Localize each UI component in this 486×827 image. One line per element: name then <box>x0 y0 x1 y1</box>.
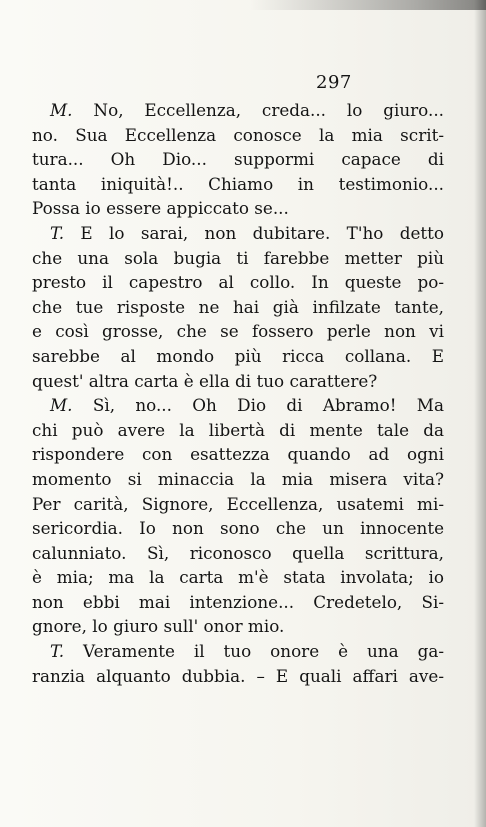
line-text: quest' altra carta è ella di tuo carattere? <box>32 370 378 391</box>
text-line <box>32 664 444 689</box>
text-line <box>32 614 444 639</box>
text-line <box>32 246 444 271</box>
text-line <box>32 442 444 467</box>
line-text: no. Sua Eccellenza conosce la mia scrit- <box>32 124 444 145</box>
text-line <box>32 221 444 246</box>
text-line <box>32 319 444 344</box>
line-text: calunniato. Sì, riconosco quella scrittura, <box>32 542 444 563</box>
text-line <box>32 295 444 320</box>
text-line <box>32 639 444 664</box>
scan-shadow-top <box>250 0 486 10</box>
text-line <box>32 590 444 615</box>
line-text: sarebbe al mondo più ricca collana. E <box>32 345 444 366</box>
speaker-label: T. <box>50 222 65 243</box>
line-text: ranzia alquanto dubbia. – E quali affari ave- <box>32 665 444 686</box>
line-text: chi può avere la libertà di mente tale da <box>32 419 444 440</box>
text-line <box>32 270 444 295</box>
scan-shadow-right <box>474 0 486 827</box>
line-text: è mia; ma la carta m'è stata involata; io <box>32 567 444 588</box>
speaker-label: T. <box>50 641 65 662</box>
page-number: 297 <box>316 72 352 93</box>
line-text: presto il capestro al collo. In queste po- <box>32 272 444 293</box>
line-text: tura... Oh Dio... suppormi capace di <box>32 149 444 170</box>
text-line <box>32 393 444 418</box>
line-text: sericordia. Io non sono che un innocente <box>32 518 444 539</box>
line-text: tanta iniquità!.. Chiamo in testimonio... <box>32 173 444 194</box>
line-text: Per carità, Signore, Eccellenza, usatemi mi- <box>32 493 444 514</box>
line-text: che tue risposte ne hai già infilzate tante, <box>32 296 444 317</box>
body-text <box>32 98 444 688</box>
text-line <box>32 123 444 148</box>
text-line <box>32 369 444 394</box>
text-line <box>32 565 444 590</box>
text-line <box>32 98 444 123</box>
text-line <box>32 418 444 443</box>
line-text: gnore, lo giuro sull' onor mio. <box>32 616 285 637</box>
text-line <box>32 147 444 172</box>
speaker-label: M. <box>50 395 73 416</box>
text-line <box>32 196 444 221</box>
line-text: rispondere con esattezza quando ad ogni <box>32 444 444 465</box>
line-text: Possa io essere appiccato se... <box>32 198 289 219</box>
text-line <box>32 172 444 197</box>
line-text: momento si minaccia la mia misera vita? <box>32 468 444 489</box>
text-line <box>32 516 444 541</box>
text-line <box>32 492 444 517</box>
text-line <box>32 467 444 492</box>
line-text: E lo sarai, non dubitare. T'ho detto <box>64 222 444 243</box>
line-text: No, Eccellenza, creda... lo giuro... <box>72 100 444 120</box>
speaker-label: M. <box>50 100 73 120</box>
text-line <box>32 344 444 369</box>
line-text: non ebbi mai intenzione... Credetelo, Si- <box>32 591 444 612</box>
line-text: Sì, no... Oh Dio di Abramo! Ma <box>72 395 444 416</box>
line-text: Veramente il tuo onore è una ga- <box>64 641 444 662</box>
text-line <box>32 541 444 566</box>
line-text: e così grosse, che se fossero perle non vi <box>32 321 444 342</box>
line-text: che una sola bugia ti farebbe metter più <box>32 247 444 268</box>
